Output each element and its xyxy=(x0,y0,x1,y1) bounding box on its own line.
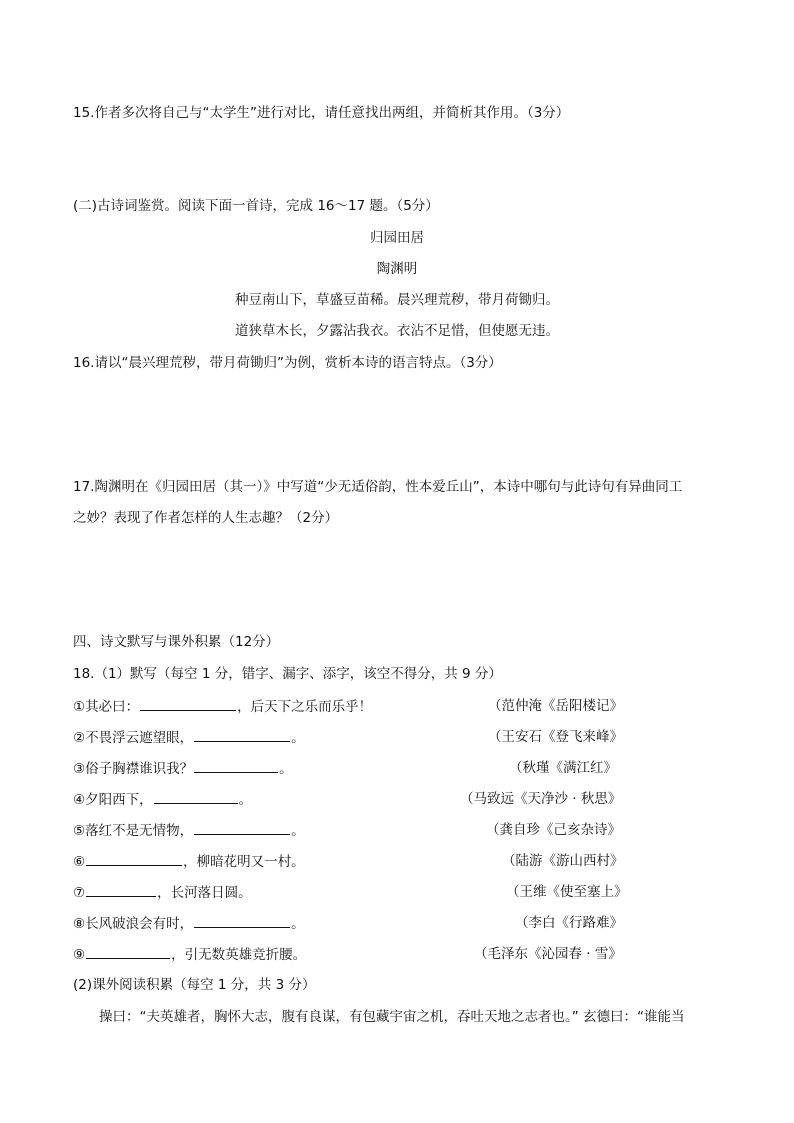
fill-item-before: ⑨ xyxy=(73,947,86,963)
fill-item-after: 。 xyxy=(238,792,253,808)
fill-item-after: ，后天下之乐而乐乎！ xyxy=(237,699,373,715)
fill-item-before: ①其必曰： xyxy=(73,699,140,715)
fill-item-before: ⑥ xyxy=(73,854,86,870)
answer-blank[interactable] xyxy=(194,820,290,835)
poem-line-2: 道狭草木长，夕露沾我衣。衣沾不足惜，但使愿无违。 xyxy=(235,323,559,339)
section-4-title: 四、诗文默写与课外积累（12分） xyxy=(73,634,280,650)
answer-blank[interactable] xyxy=(86,944,170,959)
fill-item-3 xyxy=(73,758,293,779)
fill-item-5 xyxy=(73,820,305,841)
fill-item-7 xyxy=(73,882,252,903)
fill-item-4-source: （马致远《天净沙 · 秋思》 xyxy=(460,791,622,807)
section-2-intro: (二)古诗词鉴赏。阅读下面一首诗，完成 16～17 题。（5分） xyxy=(73,198,439,214)
fill-item-after: ，柳暗花明又一村。 xyxy=(183,854,305,870)
poem-line-1: 种豆南山下，草盛豆苗稀。晨兴理荒秽，带月荷锄归。 xyxy=(235,292,559,308)
poem-author: 陶渊明 xyxy=(376,261,418,277)
fill-item-5-source: （龚自珍《己亥杂诗》 xyxy=(486,822,621,838)
answer-blank[interactable] xyxy=(194,758,278,773)
fill-item-2 xyxy=(73,727,305,748)
fill-item-after: ，长河落日圆。 xyxy=(157,885,252,901)
fill-item-before: ⑦ xyxy=(73,885,86,901)
fill-item-1 xyxy=(73,696,372,717)
question-17-line-2: 之妙？表现了作者怎样的人生志趣？（2分） xyxy=(73,510,339,526)
fill-item-8-source: （李白《行路难》 xyxy=(515,915,623,931)
reading-paragraph: 操曰：“夫英雄者，胸怀大志，腹有良谋，有包藏宇宙之机，吞吐天地之志者也。” 玄德曰：“谁能当 xyxy=(99,1009,685,1025)
fill-item-before: ⑤落红不是无情物， xyxy=(73,823,194,839)
fill-item-2-source: （王安石《登飞来峰》 xyxy=(488,729,623,745)
question-15: 15.作者多次将自己与“太学生”进行对比，请任意找出两组，并简析其作用。（3分） xyxy=(73,105,570,121)
answer-blank[interactable] xyxy=(194,727,290,742)
fill-item-before: ③俗子胸襟谁识我？ xyxy=(73,761,194,777)
fill-item-9 xyxy=(73,944,306,965)
fill-item-before: ④夕阳西下， xyxy=(73,792,153,808)
fill-item-before: ②不畏浮云遮望眼， xyxy=(73,730,194,746)
fill-item-after: 。 xyxy=(291,823,305,839)
fill-item-before: ⑧长风破浪会有时， xyxy=(73,916,194,932)
fill-item-after: 。 xyxy=(291,916,305,932)
fill-item-4 xyxy=(73,789,252,810)
fill-item-3-source: （秋瑾《满江红》 xyxy=(509,760,617,776)
question-18-2: (2)课外阅读积累（每空 1 分，共 3 分） xyxy=(73,977,316,993)
answer-blank[interactable] xyxy=(86,882,156,897)
fill-item-after: ，引无数英雄竞折腰。 xyxy=(171,947,307,963)
question-17-line-1: 17.陶渊明在《归园田居（其一）》中写道“少无适俗韵，性本爱丘山”，本诗中哪句与此诗句有异曲同工 xyxy=(73,479,683,495)
question-18-1: 18.（1）默写（每空 1 分，错字、漏字、添字，该空不得分，共 9 分） xyxy=(73,666,502,682)
question-16: 16.请以“晨兴理荒秽，带月荷锄归”为例，赏析本诗的语言特点。（3分） xyxy=(73,355,502,371)
answer-blank[interactable] xyxy=(86,851,182,866)
fill-item-6-source: （陆游《游山西村》 xyxy=(502,853,624,869)
answer-blank[interactable] xyxy=(194,913,290,928)
fill-item-7-source: （王维《使至塞上》 xyxy=(506,884,628,900)
fill-item-8 xyxy=(73,913,305,934)
fill-item-after: 。 xyxy=(279,761,293,777)
poem-title: 归园田居 xyxy=(370,230,424,246)
answer-blank[interactable] xyxy=(140,696,236,711)
fill-item-9-source: （毛泽东《沁园春 · 雪》 xyxy=(474,946,622,962)
answer-blank[interactable] xyxy=(154,789,238,804)
fill-item-after: 。 xyxy=(291,730,305,746)
fill-item-6 xyxy=(73,851,305,872)
fill-item-1-source: （范仲淹《岳阳楼记》 xyxy=(488,698,623,714)
